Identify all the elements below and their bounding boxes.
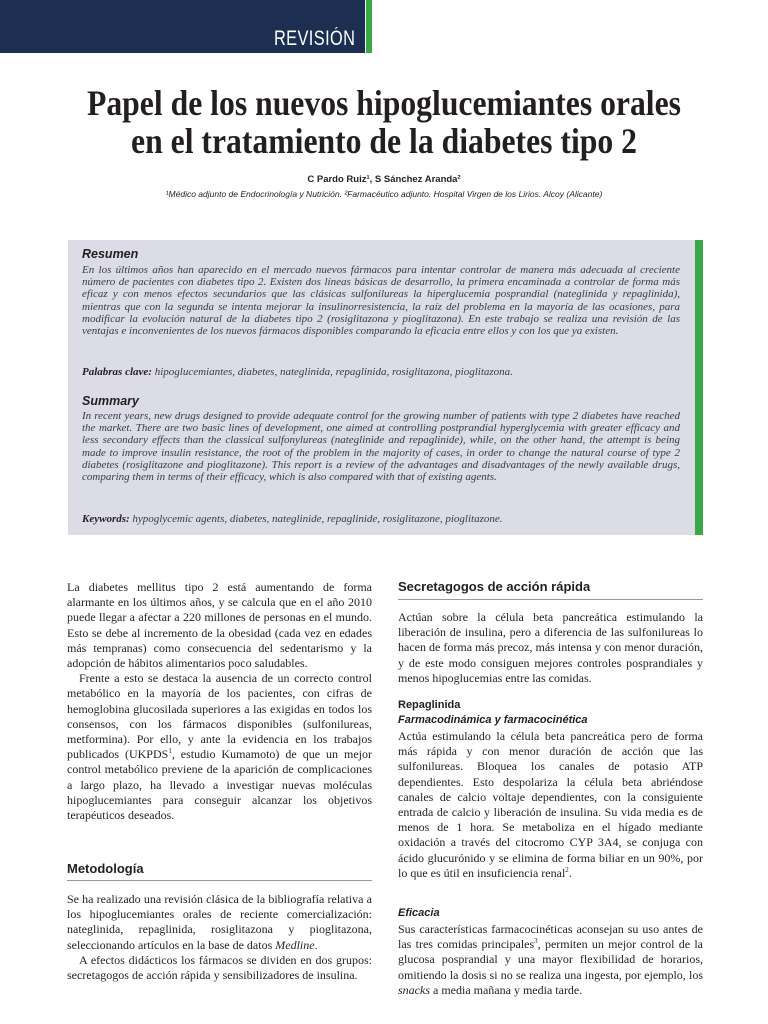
farmaco-text-b: . — [568, 865, 572, 880]
palabras-clave — [82, 366, 680, 378]
secretagogos-heading: Secretagogos de acción rápida — [398, 579, 591, 594]
header-accent-stripe — [366, 0, 372, 53]
intro-p2-text-b: , estudio Kumamoto) de que un mejor control metabólico previene de la aparición de complicaciones a largo plazo, ha llevado a investigar nuevas moléculas hipoglucemiantes para conseguir alcanzar los objetivos terapéuticos deseados. — [67, 747, 372, 823]
metodologia-paragraph-2: A efectos didácticos los fármacos se dividen en dos grupos: secretagogos de acción rápida y sensibilizadores de insulina. — [67, 952, 372, 983]
metodologia-section — [67, 892, 372, 983]
keywords-label: Keywords: — [82, 513, 130, 525]
resumen-heading: Resumen — [82, 247, 139, 261]
section-divider — [67, 880, 372, 881]
citation-ref: 1 — [168, 747, 172, 756]
eficacia-paragraph — [398, 922, 703, 998]
farmaco-section — [398, 729, 703, 881]
section-label: REVISIÓN — [273, 27, 355, 50]
intro-p2-text-a: Frente a esto se destaca la ausencia de un correcto control metabólico en la mayoría de los pacientes, con cifras de hemoglobina glucosilada superiores a las exigidas en todos los consensos, con los fármacos disponibles (sulfonilureas, metformina). Por ello, y ante la evidencia en los trabajos publicados (UKPDS — [67, 671, 372, 762]
metodologia-paragraph-1 — [67, 892, 372, 953]
article-title: Papel de los nuevos hipoglucemiantes orales en el tratamiento de la diabetes tipo 2 — [86, 83, 682, 161]
eficacia-heading: Eficacia — [398, 907, 440, 919]
farmaco-heading: Farmacodinámica y farmacocinética — [398, 714, 588, 726]
repaglinida-heading: Repaglinida — [398, 699, 461, 711]
eficacia-text-c: a media mañana y media tarde. — [430, 982, 583, 997]
summary-heading: Summary — [82, 394, 139, 408]
palabras-clave-label: Palabras clave: — [82, 366, 152, 378]
citation-ref: 3 — [534, 937, 538, 946]
eficacia-section — [398, 922, 703, 998]
farmaco-text-a: Actúa estimulando la célula beta pancreática pero de forma más rápida y con menor duración de acción que las sulfonilureas. Bloquea los canales de potasio ATP dependientes. Esto despolariza la célula beta abriéndose canales de calcio voltaje dependientes, con la consiguiente entrada de calcio y liberación de insulina. Su vida media es de menos de 1 hora. Se metaboliza en el hígado mediante oxidación a través del citocromo CYP 3A4, se conjuga con ácido glucurónido y se elimina de forma biliar en un 90%, por lo que es útil en insuficiencia renal — [398, 729, 703, 880]
eficacia-text-b: , permiten un mejor control de la glucosa posprandial y una mayor flexibilidad de horarios, omitiendo la dosis si no se realiza una ingesta, por ejemplo, los — [398, 937, 703, 982]
keywords — [82, 513, 680, 525]
keywords-text: hypoglycemic agents, diabetes, nateglinide, repaglinide, rosiglitazone, pioglitazone. — [132, 513, 503, 525]
resumen-text: En los últimos años han aparecido en el mercado nuevos fármacos para intentar controlar de manera más adecuada al creciente número de pacientes con diabetes tipo 2. Existen dos líneas básicas de desarrollo, la primera encaminada a controlar de forma más eficaz y con menos efectos secundarios que las clásicas sulfonilureas la hiperglucemia posprandial (nateglinida y repaglinida), mientras que con la segunda se intenta mejorar la insulinorresistencia, la raíz del problema en la mayoría de las ocasiones, para modificar la evolución natural de la diabetes tipo 2 (rosiglitazona y pioglitazona). En este trabajo se realiza una revisión de las ventajas e inconvenientes de los nuevos fármacos disponibles comparando la eficacia entre ellos y con los que ya existen. — [82, 264, 680, 338]
section-divider — [398, 599, 703, 600]
intro-section — [67, 580, 372, 823]
intro-paragraph-2 — [67, 671, 372, 823]
article-affiliations: ¹Médico adjunto de Endocrinología y Nutrición. ²Farmacéutico adjunto. Hospital Virgen de los Lirios. Alcoy (Alicante) — [165, 189, 603, 199]
article-authors: C Pardo Ruiz¹, S Sánchez Aranda² — [307, 174, 461, 185]
metodologia-p1-text-b: . — [314, 937, 318, 952]
medline-term: Medline — [275, 937, 315, 952]
metodologia-p1-text-a: Se ha realizado una revisión clásica de la bibliografía relativa a los hipoglucemiantes orales de reciente comercialización: nateglinida, repaglinida, rosiglitazona y pioglitazona, seleccionando artículos en la base de datos — [67, 892, 372, 952]
eficacia-text-a: Sus características farmacocinéticas aconsejan su uso antes de las tres comidas principales — [398, 922, 703, 952]
palabras-clave-text: hipoglucemiantes, diabetes, nateglinida, repaglinida, rosiglitazona, pioglitazona. — [154, 366, 513, 378]
secretagogos-paragraph: Actúan sobre la célula beta pancreática estimulando la liberación de insulina, pero a diferencia de las sulfonilureas lo hacen de forma más precoz, más intensa y con menor duración, y de este modo consiguen mejores controles posprandiales y menos hipoglucemias entre las comidas. — [398, 610, 703, 685]
abstract-accent-stripe — [695, 240, 703, 535]
intro-paragraph-1: La diabetes mellitus tipo 2 está aumentando de forma alarmante en los últimos años, y se calcula que en el año 2010 puede llegar a afectar a 220 millones de personas en el mundo. Esto se debe al incremento de la obesidad (cada vez en edades más tempranas) como consecuencia del sedentarismo y la adopción de hábitos alimentarios poco saludables. — [67, 580, 372, 671]
section-header-bar — [0, 0, 365, 53]
metodologia-heading: Metodología — [67, 861, 144, 876]
snacks-term: snacks — [398, 982, 430, 997]
citation-ref: 2 — [565, 865, 569, 874]
summary-text: In recent years, new drugs designed to provide adequate control for the growing number of patients with type 2 diabetes have reached the market. There are two basic lines of development, one aimed at controlling postprandial hyperglycemia with greater efficacy and less secondary effects than the classical sulfonylureas (nateglinide and repaglinide), while, on the other hand, the attempt is being made to improve insulin resistance, the root of the problem in the majority of cases, in order to change the natural course of type 2 diabetes (rosiglitazone and pioglitazone). This report is a review of the advantages and disadvantages of the newly available drugs, comparing them in terms of their efficacy, which is also compared with that of existing agents. — [82, 410, 680, 484]
farmaco-paragraph — [398, 729, 703, 881]
